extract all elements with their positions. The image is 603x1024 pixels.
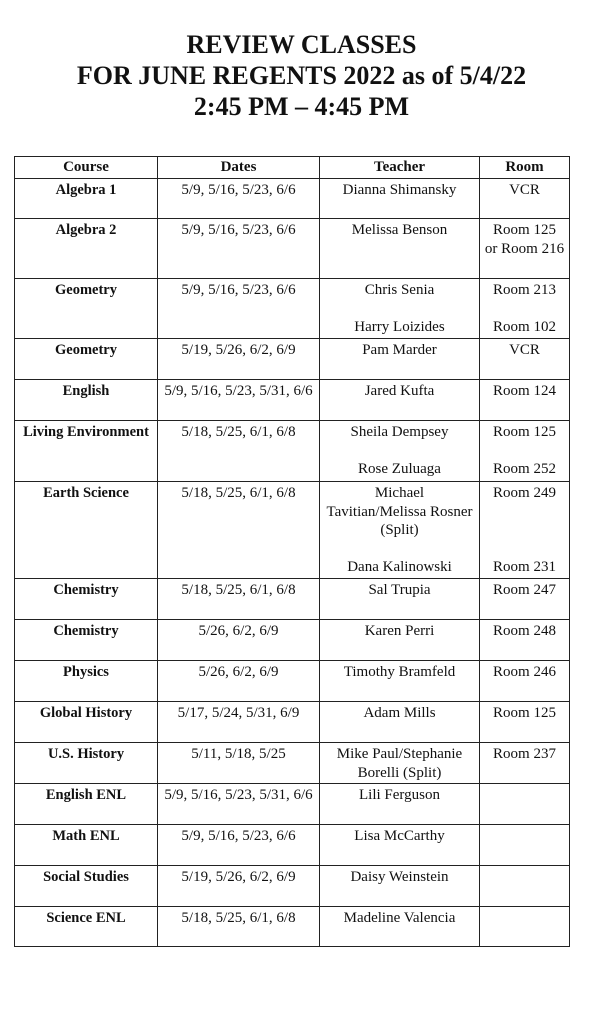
table-row <box>15 219 570 279</box>
teacher-cell: Sheila Dempsey Rose Zuluaga <box>320 421 480 482</box>
room-cell: Room 125 <box>480 702 570 743</box>
teacher-cell: Karen Perri <box>320 620 480 661</box>
teacher-cell: Dianna Shimansky <box>320 179 480 219</box>
dates-cell: 5/9, 5/16, 5/23, 5/31, 6/6 <box>158 380 320 421</box>
table-row <box>15 579 570 620</box>
room-cell: Room 125 Room 252 <box>480 421 570 482</box>
dates-cell: 5/18, 5/25, 6/1, 6/8 <box>158 482 320 579</box>
course-cell: Algebra 1 <box>15 179 158 219</box>
document-title <box>0 29 603 122</box>
teacher-cell: Pam Marder <box>320 339 480 380</box>
course-cell: Science ENL <box>15 907 158 947</box>
room-cell: Room 125 or Room 216 <box>480 219 570 279</box>
table-row <box>15 279 570 339</box>
dates-cell: 5/17, 5/24, 5/31, 6/9 <box>158 702 320 743</box>
course-cell: Math ENL <box>15 825 158 866</box>
course-cell: Earth Science <box>15 482 158 579</box>
teacher-cell: Melissa Benson <box>320 219 480 279</box>
dates-cell: 5/9, 5/16, 5/23, 6/6 <box>158 279 320 339</box>
dates-cell: 5/9, 5/16, 5/23, 6/6 <box>158 219 320 279</box>
teacher-cell: Lili Ferguson <box>320 784 480 825</box>
review-classes-table <box>14 156 570 947</box>
dates-cell: 5/9, 5/16, 5/23, 6/6 <box>158 825 320 866</box>
dates-cell: 5/9, 5/16, 5/23, 5/31, 6/6 <box>158 784 320 825</box>
table-row <box>15 339 570 380</box>
room-cell: Room 237 <box>480 743 570 784</box>
dates-cell: 5/18, 5/25, 6/1, 6/8 <box>158 421 320 482</box>
table-row <box>15 482 570 579</box>
teacher-cell: Sal Trupia <box>320 579 480 620</box>
room-cell <box>480 907 570 947</box>
teacher-cell: Lisa McCarthy <box>320 825 480 866</box>
dates-cell: 5/19, 5/26, 6/2, 6/9 <box>158 866 320 907</box>
course-cell: Social Studies <box>15 866 158 907</box>
course-cell: English ENL <box>15 784 158 825</box>
course-cell: Chemistry <box>15 579 158 620</box>
room-cell: VCR <box>480 339 570 380</box>
table-row <box>15 421 570 482</box>
table-row <box>15 743 570 784</box>
course-cell: Algebra 2 <box>15 219 158 279</box>
title-line-2: FOR JUNE REGENTS 2022 as of 5/4/22 <box>76 61 527 90</box>
teacher-cell: Timothy Bramfeld <box>320 661 480 702</box>
course-cell: Living Environment <box>15 421 158 482</box>
table-row <box>15 179 570 219</box>
dates-cell: 5/18, 5/25, 6/1, 6/8 <box>158 907 320 947</box>
table-row <box>15 702 570 743</box>
header-dates: Dates <box>158 157 320 179</box>
course-cell: Global History <box>15 702 158 743</box>
room-cell: Room 213 Room 102 <box>480 279 570 339</box>
room-cell: VCR <box>480 179 570 219</box>
room-cell: Room 246 <box>480 661 570 702</box>
teacher-cell: Madeline Valencia <box>320 907 480 947</box>
dates-cell: 5/26, 6/2, 6/9 <box>158 620 320 661</box>
table-row <box>15 661 570 702</box>
course-cell: Chemistry <box>15 620 158 661</box>
dates-cell: 5/26, 6/2, 6/9 <box>158 661 320 702</box>
room-cell <box>480 825 570 866</box>
title-line-1: REVIEW CLASSES <box>186 30 417 59</box>
dates-cell: 5/11, 5/18, 5/25 <box>158 743 320 784</box>
room-cell <box>480 866 570 907</box>
teacher-cell: Daisy Weinstein <box>320 866 480 907</box>
table-header-row <box>15 157 570 179</box>
table-row <box>15 380 570 421</box>
room-cell: Room 124 <box>480 380 570 421</box>
header-teacher: Teacher <box>320 157 480 179</box>
course-cell: Geometry <box>15 279 158 339</box>
room-cell: Room 249 Room 231 <box>480 482 570 579</box>
table-row <box>15 907 570 947</box>
room-cell <box>480 784 570 825</box>
teacher-cell: Michael Tavitian/Melissa Rosner (Split) Dana Kalinowski <box>320 482 480 579</box>
table-row <box>15 784 570 825</box>
teacher-cell: Jared Kufta <box>320 380 480 421</box>
title-line-3: 2:45 PM – 4:45 PM <box>193 92 410 121</box>
room-cell: Room 248 <box>480 620 570 661</box>
header-course: Course <box>15 157 158 179</box>
dates-cell: 5/19, 5/26, 6/2, 6/9 <box>158 339 320 380</box>
teacher-cell: Adam Mills <box>320 702 480 743</box>
teacher-cell: Mike Paul/Stephanie Borelli (Split) <box>320 743 480 784</box>
table-row <box>15 866 570 907</box>
course-cell: Physics <box>15 661 158 702</box>
header-room: Room <box>480 157 570 179</box>
room-cell: Room 247 <box>480 579 570 620</box>
course-cell: English <box>15 380 158 421</box>
dates-cell: 5/9, 5/16, 5/23, 6/6 <box>158 179 320 219</box>
course-cell: U.S. History <box>15 743 158 784</box>
table-row <box>15 825 570 866</box>
teacher-cell: Chris Senia Harry Loizides <box>320 279 480 339</box>
table-row <box>15 620 570 661</box>
course-cell: Geometry <box>15 339 158 380</box>
dates-cell: 5/18, 5/25, 6/1, 6/8 <box>158 579 320 620</box>
